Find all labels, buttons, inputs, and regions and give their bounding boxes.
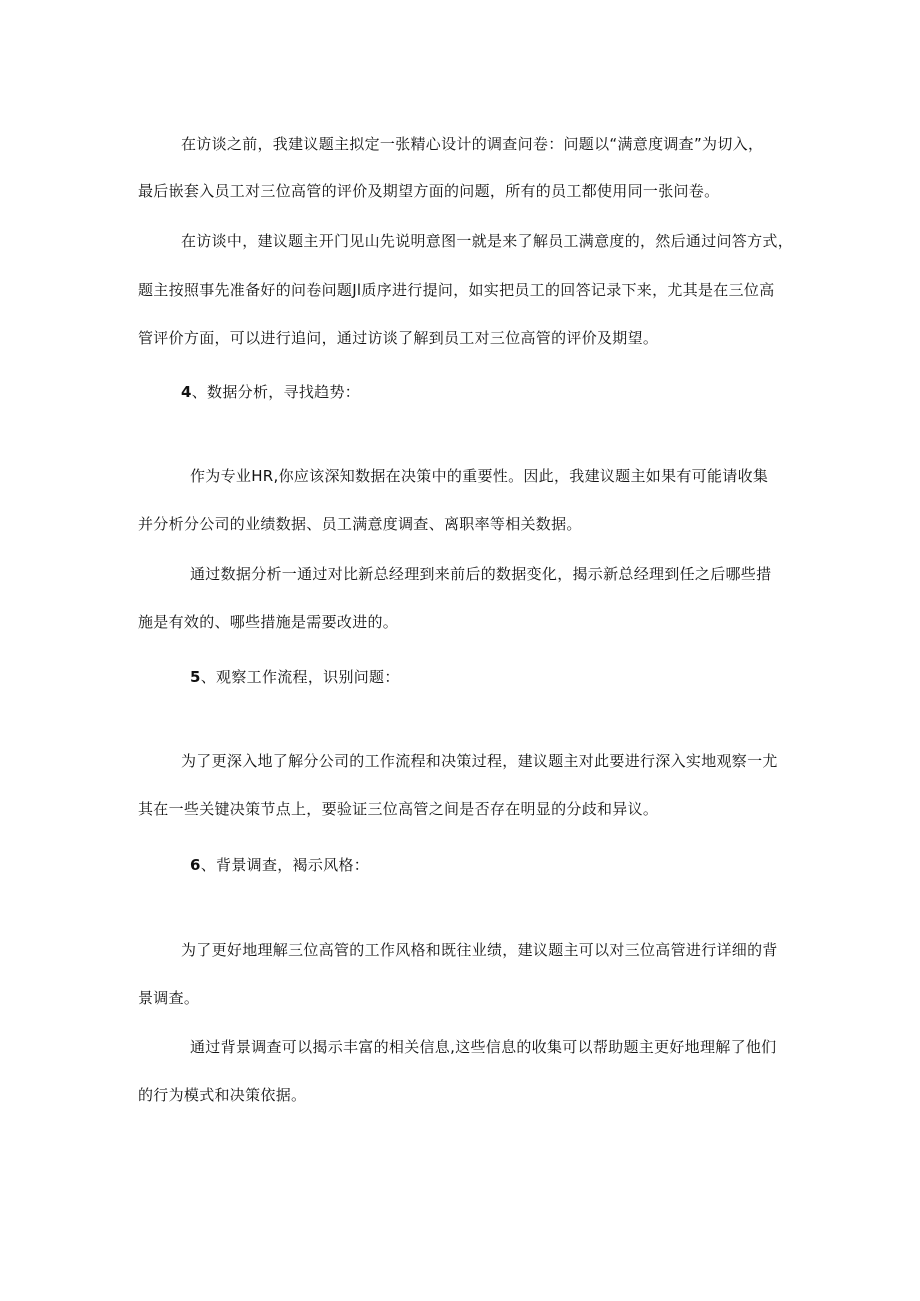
paragraph-line: 景调查。: [138, 989, 200, 1007]
paragraph-line: 其在一些关键决策节点上，要验证三位高管之间是否存在明显的分歧和异议。: [138, 800, 659, 818]
section-heading-6: [190, 855, 369, 875]
paragraph-line: 题主按照事先准备好的问卷问题Jl质序进行提问，如实把员工的回答记录下来，尤其是在三位高: [138, 281, 775, 299]
section-title: 、观察工作流程，识别问题：: [200, 668, 400, 686]
paragraph-line: 施是有效的、哪些措施是需要改进的。: [138, 613, 399, 631]
paragraph-line: 通过背景调查可以揭示丰富的相关信息,这些信息的收集可以帮助题主更好地理解了他们: [190, 1038, 777, 1056]
section-heading-5: [190, 667, 400, 687]
paragraph-line: 的行为模式和决策依据。: [138, 1086, 307, 1104]
paragraph-line: 为了更好地理解三位高管的工作风格和既往业绩，建议题主可以对三位高管进行详细的背: [181, 941, 778, 959]
paragraph-line: 并分析分公司的业绩数据、员工满意度调查、离职率等相关数据。: [138, 515, 582, 533]
section-title: 、数据分析，寻找趋势：: [191, 383, 361, 401]
paragraph-line: 作为专业HR,你应该深知数据在决策中的重要性。因此，我建议题主如果有可能请收集: [190, 467, 769, 485]
section-number: 4: [181, 383, 192, 401]
paragraph-line: 在访谈之前，我建议题主拟定一张精心设计的调查问卷：问题以“满意度调查”为切入，: [181, 135, 764, 153]
paragraph-line: 最后嵌套入员工对三位高管的评价及期望方面的问题，所有的员工都使用同一张问卷。: [138, 182, 720, 200]
section-title: 、背景调查，褐示风格：: [200, 856, 370, 874]
section-number: 5: [190, 668, 201, 686]
section-heading-4: [181, 382, 360, 402]
paragraph-line: 通过数据分析一通过对比新总经理到来前后的数据变化，揭示新总经理到任之后哪些措: [190, 565, 772, 583]
paragraph-line: 管评价方面，可以进行追问，通过访谈了解到员工对三位高管的评价及期望。: [138, 329, 659, 347]
section-number: 6: [190, 856, 201, 874]
paragraph-line: 在访谈中，建议题主开门见山先说明意图一就是来了解员工满意度的，然后通过问答方式，: [181, 232, 794, 250]
paragraph-line: 为了更深入地了解分公司的工作流程和决策过程，建议题主对此要进行深入实地观察一尤: [181, 752, 778, 770]
